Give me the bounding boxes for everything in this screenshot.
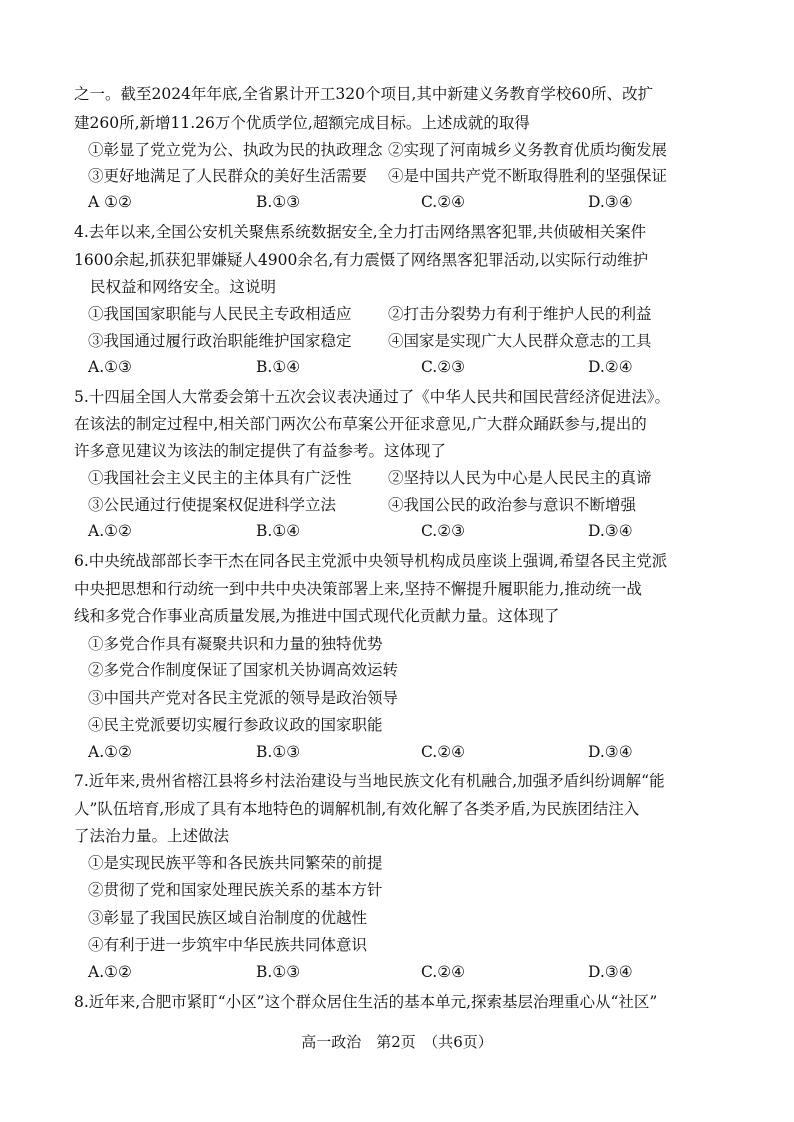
- q6-stem-line-3: 线和多党合作事业高质量发展,为推进中国式现代化贡献力量。这体现了: [74, 607, 560, 625]
- q3-answer-c: C.②④: [421, 193, 466, 211]
- q6-option-3: ③中国共产党对各民主党派的领导是政治领导: [88, 689, 399, 707]
- q7-option-4: ④有利于进一步筑牢中华民族共同体意识: [88, 936, 368, 954]
- q4-stem-line-2: 1600余起,抓获犯罪嫌疑人4900余名,有力震慑了网络黑客犯罪活动,以实际行动维护: [74, 251, 649, 269]
- q4-option-1: ①我国国家职能与人民民主专政相适应: [88, 305, 352, 323]
- q7-answer-a: A.①②: [88, 963, 132, 981]
- page-footer: 高一政治 第2页 （共6页）: [301, 1033, 493, 1051]
- q4-answer-c: C.②③: [421, 358, 466, 376]
- q3-stem-line-2: 建260所,新增11.26万个优质学位,超额完成目标。上述成就的取得: [74, 114, 530, 132]
- q6-option-4: ④民主党派要切实履行参政议政的国家职能: [88, 716, 383, 734]
- q6-option-1: ①多党合作具有凝聚共识和力量的独特优势: [88, 635, 383, 653]
- q7-answer-b: B.①③: [256, 963, 301, 981]
- q7-stem-line-2: 人”队伍培育,形成了具有本地特色的调解机制,有效化解了各类矛盾,为民族团结注入: [74, 800, 640, 818]
- q6-answer-a: A.①②: [88, 743, 132, 761]
- q5-stem-line-3: 许多意见建议为该法的制定提供了有益参考。这体现了: [74, 442, 447, 460]
- q4-answer-d: D.②④: [588, 358, 633, 376]
- q3-option-1: ①彰显了党立党为公、执政为民的执政理念: [88, 141, 383, 159]
- q7-answer-d: D.③④: [588, 963, 633, 981]
- q6-answer-c: C.②④: [421, 743, 466, 761]
- q3-option-2: ②实现了河南城乡义务教育优质均衡发展: [388, 141, 668, 159]
- q6-stem-line-1: 6.中央统战部部长李干杰在同各民主党派中央领导机构成员座谈上强调,希望各民主党派: [74, 552, 668, 570]
- q4-answer-b: B.①④: [256, 358, 301, 376]
- q5-answer-c: C.②③: [421, 522, 466, 540]
- q4-answer-a: A.①③: [88, 358, 132, 376]
- q7-stem-line-1: 7.近年来,贵州省榕江县将乡村法治建设与当地民族文化有机融合,加强矛盾纠纷调解“能: [74, 772, 665, 790]
- q7-answer-c: C.②④: [421, 963, 466, 981]
- q5-answer-a: A.①②: [88, 522, 132, 540]
- q4-option-4: ④国家是实现广大人民群众意志的工具: [388, 332, 652, 350]
- q7-option-2: ②贯彻了党和国家处理民族关系的基本方针: [88, 881, 383, 899]
- q5-answer-d: D.③④: [588, 522, 633, 540]
- q8-stem-line-1: 8.近年来,合肥市紧盯“小区”这个群众居住生活的基本单元,探索基层治理重心从“社区”: [74, 993, 658, 1011]
- q4-option-2: ②打击分裂势力有利于维护人民的利益: [388, 305, 652, 323]
- q6-answer-b: B.①③: [256, 743, 301, 761]
- q7-stem-line-3: 了法治力量。上述做法: [74, 827, 230, 845]
- q6-stem-line-2: 中央把思想和行动统一到中共中央决策部署上来,坚持不懈提升履职能力,推动统一战: [74, 580, 642, 598]
- q3-stem-line-1: 之一。截至2024年年底,全省累计开工320个项目,其中新建义务教育学校60所、改扩: [74, 85, 654, 103]
- q6-option-2: ②多党合作制度保证了国家机关协调高效运转: [88, 661, 399, 679]
- q5-option-1: ①我国社会主义民主的主体具有广泛性: [88, 469, 352, 487]
- q5-answer-b: B.①④: [256, 522, 301, 540]
- q3-option-4: ④是中国共产党不断取得胜利的坚强保证: [388, 167, 668, 185]
- q3-option-3: ③更好地满足了人民群众的美好生活需要: [88, 167, 368, 185]
- q7-option-3: ③彰显了我国民族区域自治制度的优越性: [88, 909, 368, 927]
- q4-stem-line-3: 民权益和网络安全。这说明: [90, 278, 277, 296]
- q4-stem-line-1: 4.去年以来,全国公安机关聚焦系统数据安全,全力打击网络黑客犯罪,共侦破相关案件: [74, 223, 647, 241]
- q7-option-1: ①是实现民族平等和各民族共同繁荣的前提: [88, 854, 383, 872]
- q3-answer-d: D.③④: [588, 193, 633, 211]
- q4-option-3: ③我国通过履行政治职能维护国家稳定: [88, 332, 352, 350]
- q5-stem-line-1: 5.十四届全国人大常委会第十五次会议表决通过了《中华人民共和国民营经济促进法》。: [74, 388, 671, 406]
- q5-stem-line-2: 在该法的制定过程中,相关部门两次公布草案公开征求意见,广大群众踊跃参与,提出的: [74, 415, 647, 433]
- q3-answer-a: A ①②: [88, 193, 132, 211]
- q5-option-3: ③公民通过行使提案权促进科学立法: [88, 496, 337, 514]
- q6-answer-d: D.③④: [588, 743, 633, 761]
- q5-option-4: ④我国公民的政治参与意识不断增强: [388, 496, 637, 514]
- q3-answer-b: B.①③: [256, 193, 301, 211]
- q5-option-2: ②坚持以人民为中心是人民民主的真谛: [388, 469, 652, 487]
